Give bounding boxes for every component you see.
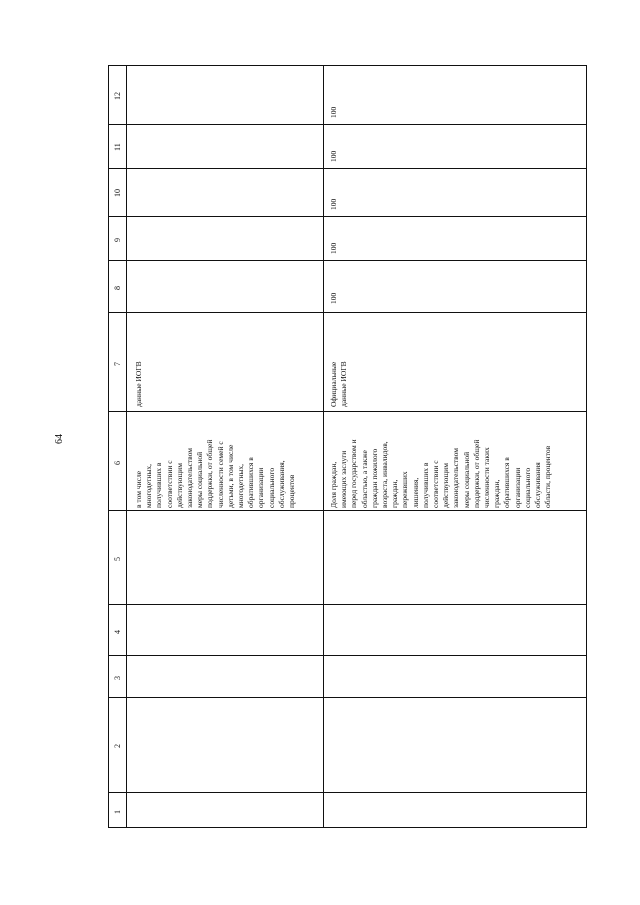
row2-source: Официальные данные ИОГВ xyxy=(329,361,349,407)
col-border-9-8 xyxy=(108,260,587,261)
col-border-10-9 xyxy=(108,216,587,217)
col-header-12: 12 xyxy=(113,92,122,100)
col-border-11-10 xyxy=(108,168,587,169)
col-border-4-3 xyxy=(108,655,587,656)
col-header-4: 4 xyxy=(113,630,122,634)
header-separator xyxy=(126,65,127,828)
col-header-11: 11 xyxy=(113,143,122,151)
col-header-3: 3 xyxy=(113,676,122,680)
col-header-5: 5 xyxy=(113,557,122,561)
row2-value-col10: 100 xyxy=(329,198,338,210)
col-header-6: 6 xyxy=(113,461,122,465)
col-border-2-1 xyxy=(108,792,587,793)
row2-indicator: Доля граждан, имеющих заслуги перед государством и областью, а также граждан пожилого возраста, инвалидов, граждан, пережвших лишения, получивших в соответствии с действующим законодательством меры социальной поддержки, от общей численности таких граждан, обратившихся в организации социального обслуживания области, процентов xyxy=(329,439,553,508)
col-header-2: 2 xyxy=(113,744,122,748)
row1-source: данные ИОГВ xyxy=(134,361,143,407)
col-border-6-5 xyxy=(108,510,587,511)
row2-value-col9: 100 xyxy=(329,242,338,254)
row1-indicator: в том числе многодетных, получивших в соответствии с действующим законодательством меры социальной поддержки, от общей численности семей с детьми, в том числе многодетных, обратившихся в организации социального обслуживания, процентов xyxy=(134,439,297,508)
col-border-12-11 xyxy=(108,124,587,125)
col-border-3-2 xyxy=(108,697,587,698)
col-border-8-7 xyxy=(108,312,587,313)
row2-value-col11: 100 xyxy=(329,150,338,162)
col-header-9: 9 xyxy=(113,238,122,242)
col-header-1: 1 xyxy=(113,810,122,814)
col-border-7-6 xyxy=(108,411,587,412)
col-header-8: 8 xyxy=(113,286,122,290)
col-header-10: 10 xyxy=(113,189,122,197)
row2-value-col8: 100 xyxy=(329,292,338,304)
row2-value-col12: 100 xyxy=(329,106,338,118)
page-number: 64 xyxy=(54,434,65,444)
row-separator xyxy=(323,65,324,828)
col-header-7: 7 xyxy=(113,362,122,366)
col-border-5-4 xyxy=(108,604,587,605)
